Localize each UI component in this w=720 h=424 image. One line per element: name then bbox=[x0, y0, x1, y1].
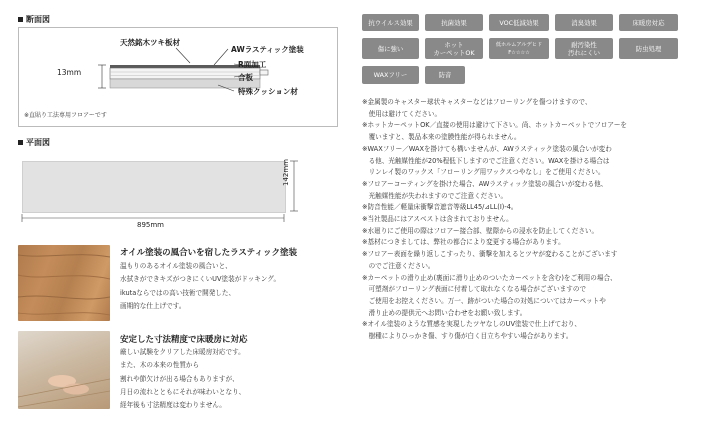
note-line: 使用は避けてください。 bbox=[362, 109, 442, 118]
note-line: ※金属製のキャスター球状キャスターなどはフローリングを傷つけますので、 bbox=[362, 98, 592, 106]
note-line: 樹種によりひっかき傷、すり傷が白く目立ちやすい場合があります。 bbox=[362, 332, 573, 341]
badge-antibacterial: 抗菌効果 bbox=[425, 14, 483, 31]
note-line: ※水廻りにご使用の際はフロアー接合部、壁際からの浸水を防止してください。 bbox=[362, 226, 599, 235]
note-line: リンレイ製のワックス「フローリング用ワックスつやなし」をご使用ください。 bbox=[362, 168, 605, 177]
note-line: ※基材につきましては、弊社の都合により変更する場合があります。 bbox=[362, 238, 565, 247]
note-line: ※当社製品にはアスベストは含まれておりません。 bbox=[362, 215, 513, 224]
note-line: ※防音性能／軽量床衝撃音遮音等級LL45/⊿LL(I)-4。 bbox=[362, 203, 518, 212]
label-plywood: 合板 bbox=[238, 73, 253, 82]
badge-floor-heating: 床暖房対応 bbox=[619, 14, 678, 31]
wood-texture-photo bbox=[18, 245, 110, 321]
badge-antivirus: 抗ウイルス効果 bbox=[362, 14, 419, 31]
badge-wax-free: WAXフリー bbox=[362, 66, 419, 84]
badge-hot-carpet: ホット カーペットOK bbox=[425, 38, 483, 59]
badge-formaldehyde: 低ホルムアルデヒド F☆☆☆☆ bbox=[489, 38, 549, 59]
badge-voc: VOC低減効果 bbox=[489, 14, 549, 31]
note-line: る他、光触媒性能が20%程低下しますのでご注意ください。WAXを掛ける場合は bbox=[362, 156, 610, 165]
cross-section-title-text: 断面図 bbox=[26, 15, 50, 24]
badge-deodorize: 消臭効果 bbox=[555, 14, 613, 31]
label-aw-coating: AWラスティック塗装 bbox=[231, 45, 304, 54]
note-line: ※ホットカーペットOK／直接の使用は避けて下さい。尚、ホットカーペットでフロアーを bbox=[362, 121, 628, 130]
note-line: 可塑剤がフローリング表面に付着して取れなくなる場合がございますので bbox=[362, 285, 587, 294]
badge-stain: 耐汚染性 汚れにくい bbox=[555, 38, 613, 59]
plan-title bbox=[18, 137, 50, 148]
note-line: ご使用をお控えください。万一、跡がついた場合の対処についてはカーペットや bbox=[362, 296, 606, 305]
note-line: ※フロアーコーティングを掛けた場合、AWラスティック塗装の風合いが変わる他、 bbox=[362, 179, 608, 188]
cross-section-title bbox=[18, 14, 50, 25]
plan-dimensions bbox=[18, 152, 318, 232]
feature-1-heading: オイル塗装の風合いを宿したラスティック塗装 bbox=[120, 248, 297, 258]
plan-height-dim: 142mm bbox=[282, 159, 290, 186]
label-veneer: 天然銘木ツキ板材 bbox=[120, 38, 180, 47]
badge-soundproof: 防音 bbox=[425, 66, 465, 84]
square-bullet-icon bbox=[18, 17, 23, 22]
plan-title-text: 平面図 bbox=[26, 138, 50, 147]
leader-top bbox=[176, 48, 190, 63]
feature-2-text: 厳しい試験をクリアした床暖房対応です。 また、木の本来の性質から 割れや節欠けが出る場合もありますが、 月日の流れとともにそれが味わいとなり、 経年後も寸法精度は変わりません。 bbox=[120, 348, 246, 410]
notes-list bbox=[362, 97, 714, 343]
feature-1-text: 温もりのあるオイル塗装の風合いと、 水拭きができキズがつきにくいUV塗装がドッキング。 ikutaならではの高い技術で開発した、 画期的な仕上げです。 bbox=[120, 262, 281, 310]
note-line: 覆いますと、製品本来の塗膜性能が得られません。 bbox=[362, 133, 521, 142]
plan-width-dim: 895mm bbox=[137, 221, 164, 229]
label-cushion: 特殊クッション材 bbox=[238, 87, 298, 96]
note-line: ※WAXフリー／WAXを掛けても構いませんが、AWラスティック塗装の風合いが変わ bbox=[362, 144, 612, 153]
cross-section-note: ※直貼り工法専用フロアーです bbox=[24, 112, 107, 119]
note-line: ※オイル塗装のような質感を実現したツヤなしのUV塗装で仕上げており、 bbox=[362, 320, 581, 329]
note-line: のでご注意ください。 bbox=[362, 261, 435, 270]
square-bullet-icon bbox=[18, 140, 23, 145]
badge-scratch: 傷に強い bbox=[362, 38, 419, 59]
feature-2-heading: 安定した寸法精度で床暖房に対応 bbox=[120, 335, 248, 345]
note-line: 光触媒性能が失われますのでご注意ください。 bbox=[362, 191, 508, 200]
note-line: ※フロアー表面を繰り返しこすったり、衝撃を加えるとツヤが変わることがございます bbox=[362, 250, 618, 259]
note-line: ※カーペットの滑り止め(裏面に滑り止めのついたカーペットを含む)をご利用の場合、 bbox=[362, 273, 617, 282]
note-line: 滑り止めの提供元へお問い合わせをお願い致します。 bbox=[362, 308, 527, 317]
label-r-edge: R面加工 bbox=[238, 60, 267, 69]
badge-insect: 防虫処理 bbox=[619, 38, 678, 59]
leader-aw bbox=[214, 49, 228, 65]
label-thickness: 13mm bbox=[57, 68, 82, 77]
floor-heating-photo bbox=[18, 331, 110, 409]
